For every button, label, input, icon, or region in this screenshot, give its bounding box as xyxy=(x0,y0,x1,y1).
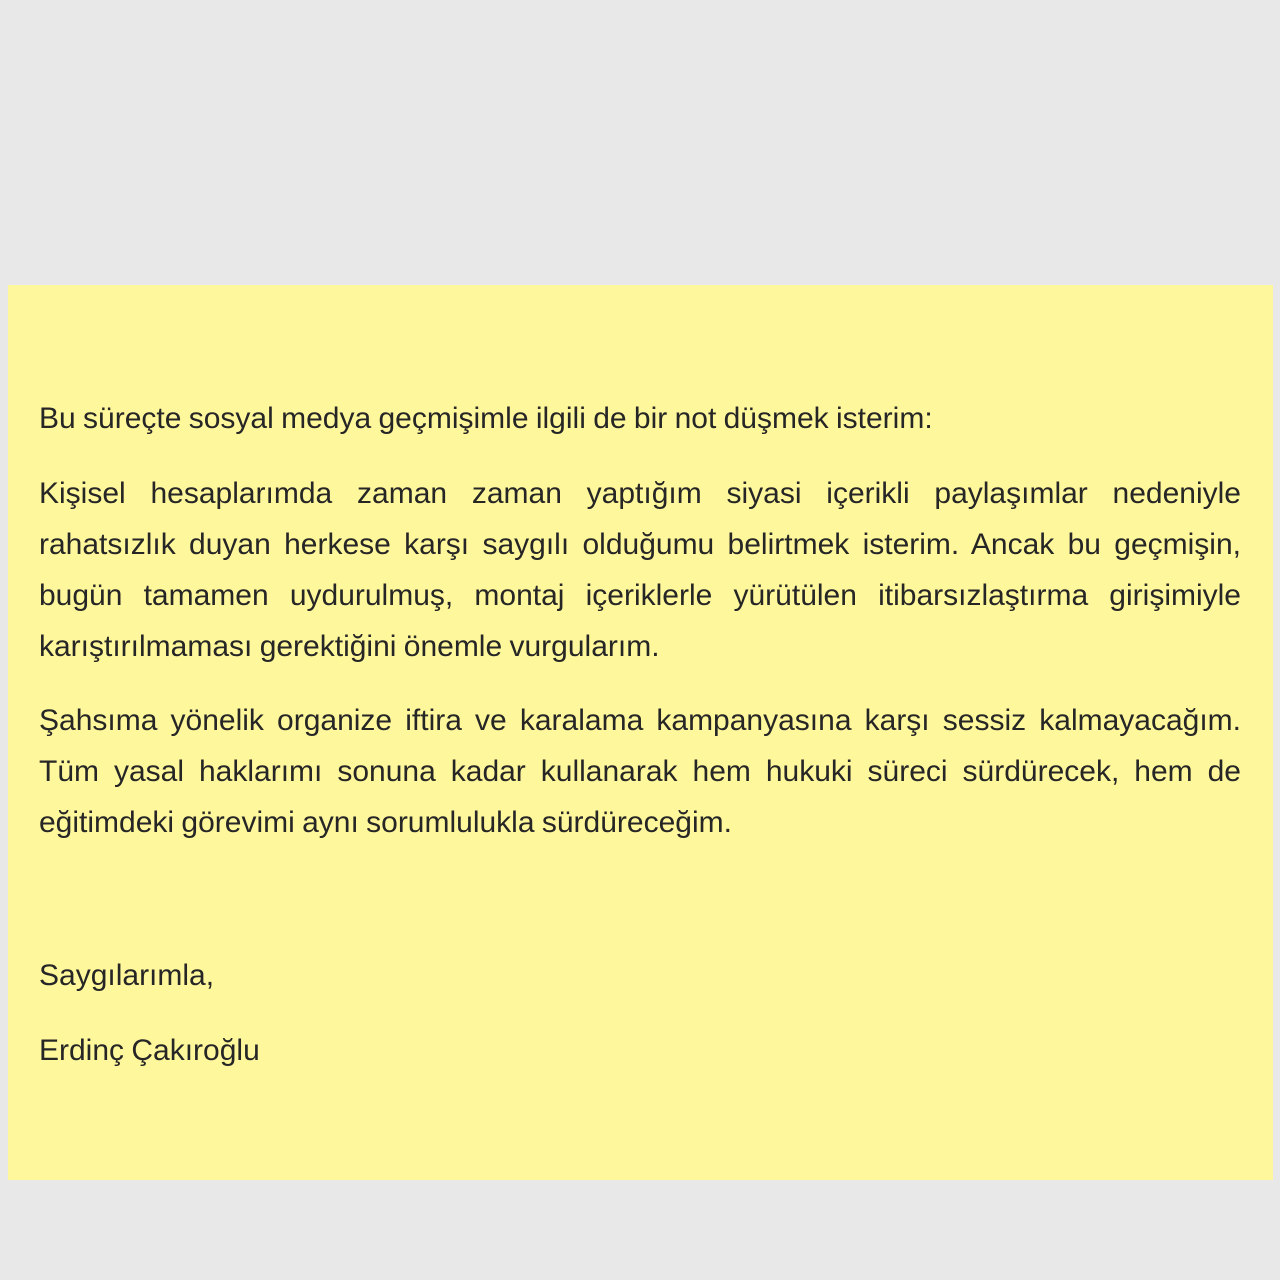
paragraph-social-media: Kişisel hesaplarımda zaman zaman yaptığım siyasi içerikli paylaşımlar nedeniyle rahatsızlık duyan herkese karşı saygılı olduğumu belirtmek isterim. Ancak bu geçmişin, bugün tamamen uydurulmuş, montaj içeriklerle yürütülen itibarsızlaştırma girişimiyle karıştırılmaması gerektiğini önemle vurgularım. xyxy=(39,477,1241,663)
intro-text: Bu süreçte sosyal medya geçmişimle ilgili de bir not düşmek isterim: xyxy=(39,402,933,435)
paragraph-legal-rights: Şahsıma yönelik organize iftira ve karalama kampanyasına karşı sessiz kalmayacağım. Tüm yasal haklarımı sonuna kadar kullanarak hem hukuki süreci sürdürecek, hem de eğitimdeki görevimi aynı sorumlulukla sürdüreceğim. xyxy=(39,704,1241,839)
letter-card xyxy=(8,285,1273,1180)
closing-text: Saygılarımla, xyxy=(39,959,215,992)
signature-name: Erdinç Çakıroğlu xyxy=(39,1034,260,1067)
